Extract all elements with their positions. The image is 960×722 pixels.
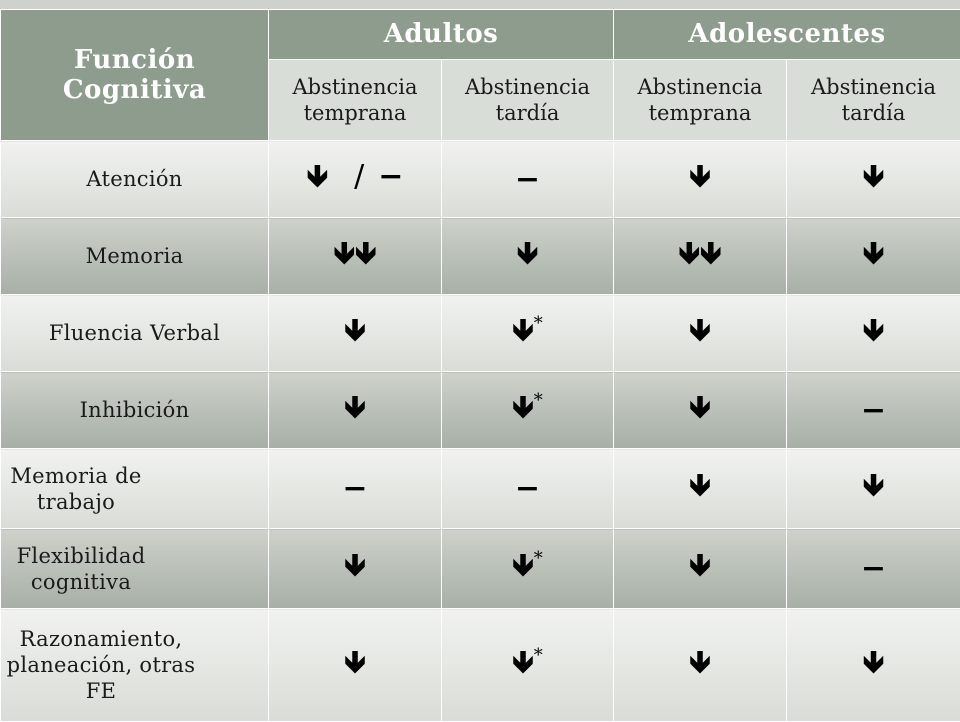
row-label-text: Memoria de trabajo — [1, 463, 151, 515]
dash-icon: − — [515, 471, 540, 506]
value-cell — [269, 218, 442, 295]
header-function-label: Función Cognitiva — [40, 45, 230, 105]
asterisk: * — [534, 390, 543, 411]
value-cell — [787, 372, 960, 449]
row-label: Memoria — [1, 218, 269, 295]
subheader-label: Abstinencia tardía — [448, 74, 608, 126]
value-cell — [787, 218, 960, 295]
value-cell — [442, 449, 614, 529]
dash-icon: − — [861, 551, 886, 586]
header-adolescents: Adolescentes — [614, 10, 960, 60]
table-row — [1, 218, 960, 295]
down-arrow-icon: 🡻 — [689, 159, 711, 194]
row-label: Fluencia Verbal — [1, 295, 269, 372]
subheader-adults-late — [442, 59, 614, 140]
value-cell — [787, 449, 960, 529]
value-cell — [787, 529, 960, 609]
dash-icon: − — [342, 471, 367, 506]
down-arrow-icon: 🡻 — [863, 236, 885, 271]
subheader-adults-early — [269, 59, 442, 140]
value-cell — [269, 295, 442, 372]
value-cell — [787, 609, 960, 722]
down-arrow-icon: 🡻 — [512, 548, 534, 583]
value-cell — [614, 141, 787, 218]
down-arrow-icon: 🡻 — [307, 159, 329, 194]
value-cell — [442, 295, 614, 372]
down-arrow-icon: 🡻 — [512, 645, 534, 680]
value-cell — [614, 609, 787, 722]
down-arrow-icon: 🡻 — [689, 468, 711, 503]
row-label: Atención — [1, 141, 269, 218]
asterisk: * — [534, 645, 543, 666]
row-label — [1, 449, 269, 529]
value-cell — [269, 609, 442, 722]
value-cell — [269, 372, 442, 449]
header-function — [1, 10, 269, 141]
table-row — [1, 609, 960, 722]
row-label-text: Razonamiento, planeación, otras FE — [1, 626, 201, 704]
value-cell — [269, 141, 442, 218]
header-adults: Adultos — [269, 10, 614, 60]
row-label-text: Flexibilidad cognitiva — [1, 543, 161, 595]
value-cell — [614, 218, 787, 295]
dash-icon: − — [515, 162, 540, 197]
value-cell — [614, 295, 787, 372]
double-down-arrow-icon: 🡻🡻 — [678, 236, 721, 271]
down-arrow-icon: 🡻 — [863, 468, 885, 503]
subheader-adolescents-late — [787, 59, 960, 140]
value-cell — [787, 141, 960, 218]
down-arrow-icon: 🡻 — [344, 645, 366, 680]
cognitive-function-table — [0, 9, 960, 722]
value-cell — [614, 449, 787, 529]
table-row — [1, 449, 960, 529]
down-arrow-icon: 🡻 — [512, 390, 534, 425]
down-arrow-icon: 🡻 — [344, 548, 366, 583]
value-cell — [269, 449, 442, 529]
value-cell — [787, 295, 960, 372]
dash-icon: − — [378, 159, 403, 194]
down-arrow-icon: 🡻 — [344, 313, 366, 348]
down-arrow-icon: 🡻 — [863, 645, 885, 680]
subheader-label: Abstinencia tardía — [794, 74, 954, 126]
value-cell — [614, 372, 787, 449]
down-arrow-icon: 🡻 — [517, 236, 539, 271]
table-row — [1, 295, 960, 372]
down-arrow-icon: 🡻 — [689, 313, 711, 348]
down-arrow-icon: 🡻 — [689, 390, 711, 425]
value-cell — [269, 529, 442, 609]
dash-icon: − — [861, 393, 886, 428]
down-arrow-icon: 🡻 — [863, 313, 885, 348]
down-arrow-icon: 🡻 — [863, 159, 885, 194]
down-arrow-icon: 🡻 — [689, 645, 711, 680]
row-label: Inhibición — [1, 372, 269, 449]
subheader-adolescents-early — [614, 59, 787, 140]
row-label — [1, 609, 269, 722]
table-row — [1, 372, 960, 449]
down-arrow-icon: 🡻 — [512, 313, 534, 348]
table-row — [1, 529, 960, 609]
value-cell — [442, 609, 614, 722]
slash-separator: / — [354, 159, 364, 194]
subheader-label: Abstinencia temprana — [620, 74, 780, 126]
subheader-label: Abstinencia temprana — [275, 74, 435, 126]
asterisk: * — [534, 548, 543, 569]
row-label — [1, 529, 269, 609]
value-cell — [442, 218, 614, 295]
value-cell — [442, 529, 614, 609]
asterisk: * — [534, 313, 543, 334]
double-down-arrow-icon: 🡻🡻 — [333, 236, 376, 271]
value-cell — [614, 529, 787, 609]
down-arrow-icon: 🡻 — [344, 390, 366, 425]
table-row — [1, 141, 960, 218]
value-cell — [442, 372, 614, 449]
top-strip — [0, 0, 960, 9]
value-cell — [442, 141, 614, 218]
down-arrow-icon: 🡻 — [689, 548, 711, 583]
